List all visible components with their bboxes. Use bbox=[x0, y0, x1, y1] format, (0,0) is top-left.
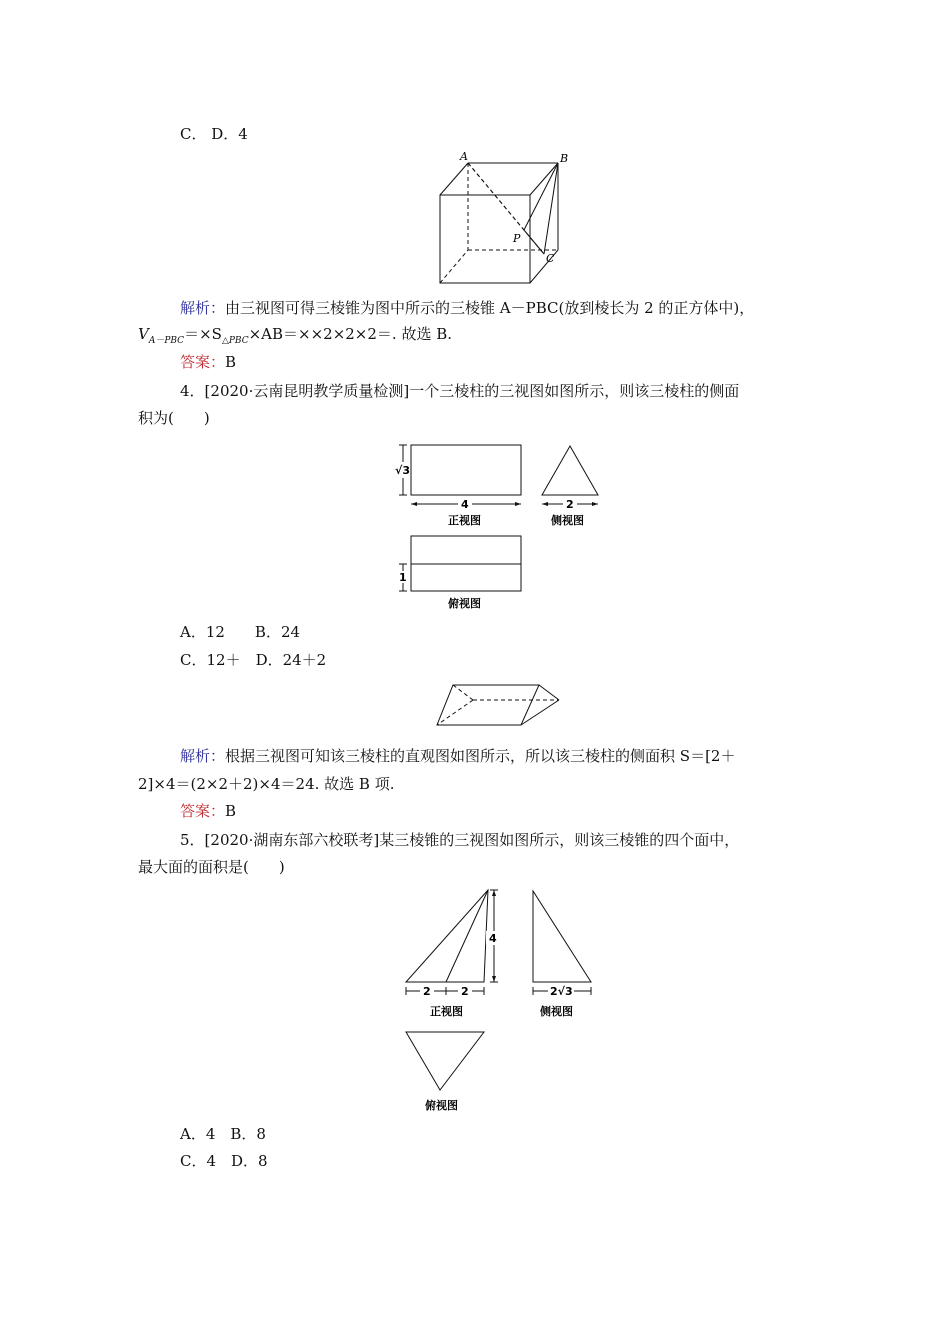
q4-answer: 答案：B bbox=[180, 802, 237, 820]
q4-side-width: 2 bbox=[566, 498, 574, 511]
q4-front-width: 4 bbox=[461, 498, 469, 511]
q5-front-dim-right: 2 bbox=[461, 985, 469, 998]
q5-side-caption: 侧视图 bbox=[540, 1005, 573, 1018]
cube-label-a: A bbox=[460, 150, 468, 163]
cube-label-c: C bbox=[546, 252, 555, 265]
q4-analysis-line2: 2]×4＝(2×2＋2)×4＝24. 故选 B 项. bbox=[138, 775, 395, 793]
q5-top-caption: 俯视图 bbox=[425, 1099, 458, 1112]
q5-front-dim-height: 4 bbox=[489, 932, 497, 945]
q4-prism-figure bbox=[435, 680, 565, 730]
q5-options-cd: C．4 D．8 bbox=[180, 1152, 268, 1170]
q3-analysis-line1 bbox=[180, 298, 754, 318]
q5-front-caption: 正视图 bbox=[430, 1005, 463, 1018]
q5-front-dim-left: 2 bbox=[423, 985, 431, 998]
q5-stem-line2: 最大面的面积是( ) bbox=[138, 858, 285, 876]
q5-stem-line1: 5．[2020·湖南东部六校联考]某三棱锥的三视图如图所示，则该三棱锥的四个面中， bbox=[180, 831, 740, 849]
q5-three-views bbox=[398, 885, 598, 1115]
q4-three-views bbox=[385, 440, 615, 615]
q5-options-ab: A．4 B．8 bbox=[180, 1125, 266, 1143]
q4-top-height: 1 bbox=[399, 571, 407, 584]
q3-cube-figure bbox=[430, 150, 570, 290]
q4-options-ab: A．12 B．24 bbox=[180, 623, 301, 641]
q4-side-caption: 侧视图 bbox=[551, 514, 584, 527]
q5-side-dim: 2√3 bbox=[550, 985, 573, 998]
q4-top-caption: 俯视图 bbox=[448, 597, 481, 610]
q3-answer: 答案：B bbox=[180, 353, 237, 371]
q4-stem-line2: 积为( ) bbox=[138, 409, 210, 427]
analysis-text: 由三视图可得三棱锥为图中所示的三棱锥 A－PBC(放到棱长为 2 的正方体中)， bbox=[225, 299, 755, 317]
q4-front-caption: 正视图 bbox=[448, 514, 481, 527]
q3-option-cd: C． D．4 bbox=[180, 125, 248, 143]
q4-analysis-line1: 解析：根据三视图可知该三棱柱的直观图如图所示，所以该三棱柱的侧面积 S＝[2＋ bbox=[180, 747, 736, 765]
q3-analysis-line2: $V_{A-PBC}=\times S_{\triangle PBC}\times AB=\times\times 2\times 2\times 2=$. 故选 B. bbox=[138, 325, 453, 346]
q4-stem-line1: 4．[2020·云南昆明教学质量检测]一个三棱柱的三视图如图所示，则该三棱柱的侧面 bbox=[180, 382, 740, 400]
q4-options-cd: C．12＋ D．24＋2 bbox=[180, 651, 327, 669]
analysis-label: 解析： bbox=[180, 299, 226, 317]
cube-label-p: P bbox=[513, 232, 521, 245]
q4-front-height: √3 bbox=[395, 464, 410, 477]
cube-label-b: B bbox=[560, 152, 569, 165]
